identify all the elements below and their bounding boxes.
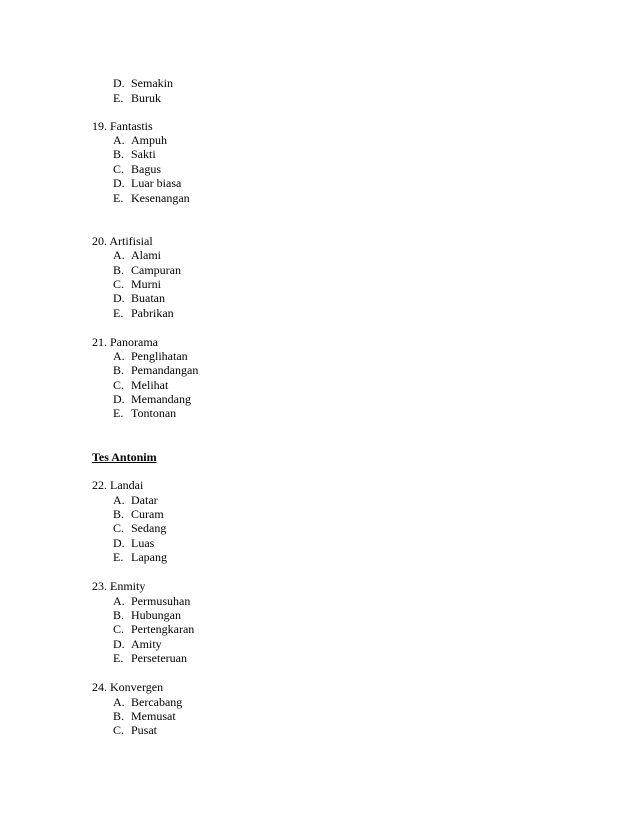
question-21-option-b <box>113 363 198 377</box>
option-text: Buruk <box>131 91 161 105</box>
question-21-option-d <box>113 392 191 406</box>
question-23-option-d <box>113 637 162 651</box>
question-20-option-a <box>113 248 161 262</box>
option-text: Pabrikan <box>131 306 174 320</box>
option-letter: D. <box>113 176 125 190</box>
question-19-option-c <box>113 162 161 176</box>
carryover-option-d <box>113 76 173 90</box>
option-text: Luas <box>131 536 155 550</box>
option-letter: A. <box>113 695 125 709</box>
question-19-option-e <box>113 191 190 205</box>
option-text: Melihat <box>131 378 169 392</box>
option-text: Alami <box>131 248 161 262</box>
option-letter: D. <box>113 637 125 651</box>
question-22-option-a <box>113 493 158 507</box>
option-letter: A. <box>113 248 125 262</box>
option-text: Campuran <box>131 263 181 277</box>
question-24-title: 24. Konvergen <box>92 680 164 694</box>
option-text: Pusat <box>131 723 158 737</box>
option-text: Memusat <box>131 709 176 723</box>
option-text: Luar biasa <box>131 176 182 190</box>
option-letter: E. <box>113 550 124 564</box>
option-letter: D. <box>113 536 125 550</box>
option-text: Sakti <box>131 147 156 161</box>
option-letter: B. <box>113 147 125 161</box>
option-letter: C. <box>113 622 125 636</box>
question-24-option-a <box>113 695 182 709</box>
question-23-option-c <box>113 622 194 636</box>
option-letter: D. <box>113 392 125 406</box>
question-24-option-c <box>113 723 157 737</box>
option-text: Tontonan <box>131 406 177 420</box>
question-22-title: 22. Landai <box>92 478 144 492</box>
option-letter: C. <box>113 378 125 392</box>
option-text: Bagus <box>131 162 161 176</box>
question-21-option-e <box>113 406 176 420</box>
option-text: Kesenangan <box>131 191 190 205</box>
option-letter: A. <box>113 133 125 147</box>
question-22-option-e <box>113 550 167 564</box>
option-text: Lapang <box>131 550 167 564</box>
question-19-title: 19. Fantastis <box>92 119 153 133</box>
option-text: Perseteruan <box>131 651 187 665</box>
option-text: Curam <box>131 507 164 521</box>
option-text: Amity <box>131 637 162 651</box>
option-letter: E. <box>113 406 124 420</box>
option-letter: E. <box>113 191 124 205</box>
option-letter: B. <box>113 709 125 723</box>
question-22-option-b <box>113 507 164 521</box>
question-21-option-c <box>113 378 168 392</box>
question-20-option-b <box>113 263 181 277</box>
option-text: Pemandangan <box>131 363 199 377</box>
option-letter: C. <box>113 723 125 737</box>
question-21-title: 21. Panorama <box>92 335 158 349</box>
option-letter: C. <box>113 277 125 291</box>
option-text: Penglihatan <box>131 349 188 363</box>
section-heading: Tes Antonim <box>92 450 157 464</box>
option-text: Murni <box>131 277 161 291</box>
option-letter: B. <box>113 263 125 277</box>
option-letter: C. <box>113 162 125 176</box>
question-23-title: 23. Enmity <box>92 579 146 593</box>
option-letter: E. <box>113 306 124 320</box>
option-text: Buatan <box>131 291 165 305</box>
question-24-option-b <box>113 709 176 723</box>
option-letter: E. <box>113 651 124 665</box>
option-letter: A. <box>113 349 125 363</box>
option-letter: E. <box>113 91 124 105</box>
option-letter: C. <box>113 521 125 535</box>
question-20-option-e <box>113 306 174 320</box>
question-21-option-a <box>113 349 188 363</box>
option-text: Memandang <box>131 392 191 406</box>
carryover-option-e <box>113 91 161 105</box>
question-19-option-d <box>113 176 181 190</box>
option-letter: B. <box>113 608 125 622</box>
question-20-title: 20. Artifisial <box>92 234 153 248</box>
option-letter: A. <box>113 493 125 507</box>
question-23-option-a <box>113 594 190 608</box>
question-23-option-e <box>113 651 187 665</box>
option-letter: B. <box>113 363 125 377</box>
question-19-option-b <box>113 147 156 161</box>
option-text: Permusuhan <box>131 594 191 608</box>
option-text: Hubungan <box>131 608 181 622</box>
option-letter: A. <box>113 594 125 608</box>
option-text: Pertengkaran <box>131 622 195 636</box>
option-text: Ampuh <box>131 133 167 147</box>
question-20-option-c <box>113 277 161 291</box>
question-19-option-a <box>113 133 167 147</box>
option-letter: B. <box>113 507 125 521</box>
option-text: Datar <box>131 493 158 507</box>
question-23-option-b <box>113 608 181 622</box>
option-text: Sedang <box>131 521 167 535</box>
question-22-option-c <box>113 521 166 535</box>
option-text: Bercabang <box>131 695 183 709</box>
option-text: Semakin <box>131 76 173 90</box>
question-22-option-d <box>113 536 154 550</box>
question-20-option-d <box>113 291 165 305</box>
option-letter: D. <box>113 291 125 305</box>
option-letter: D. <box>113 76 125 90</box>
